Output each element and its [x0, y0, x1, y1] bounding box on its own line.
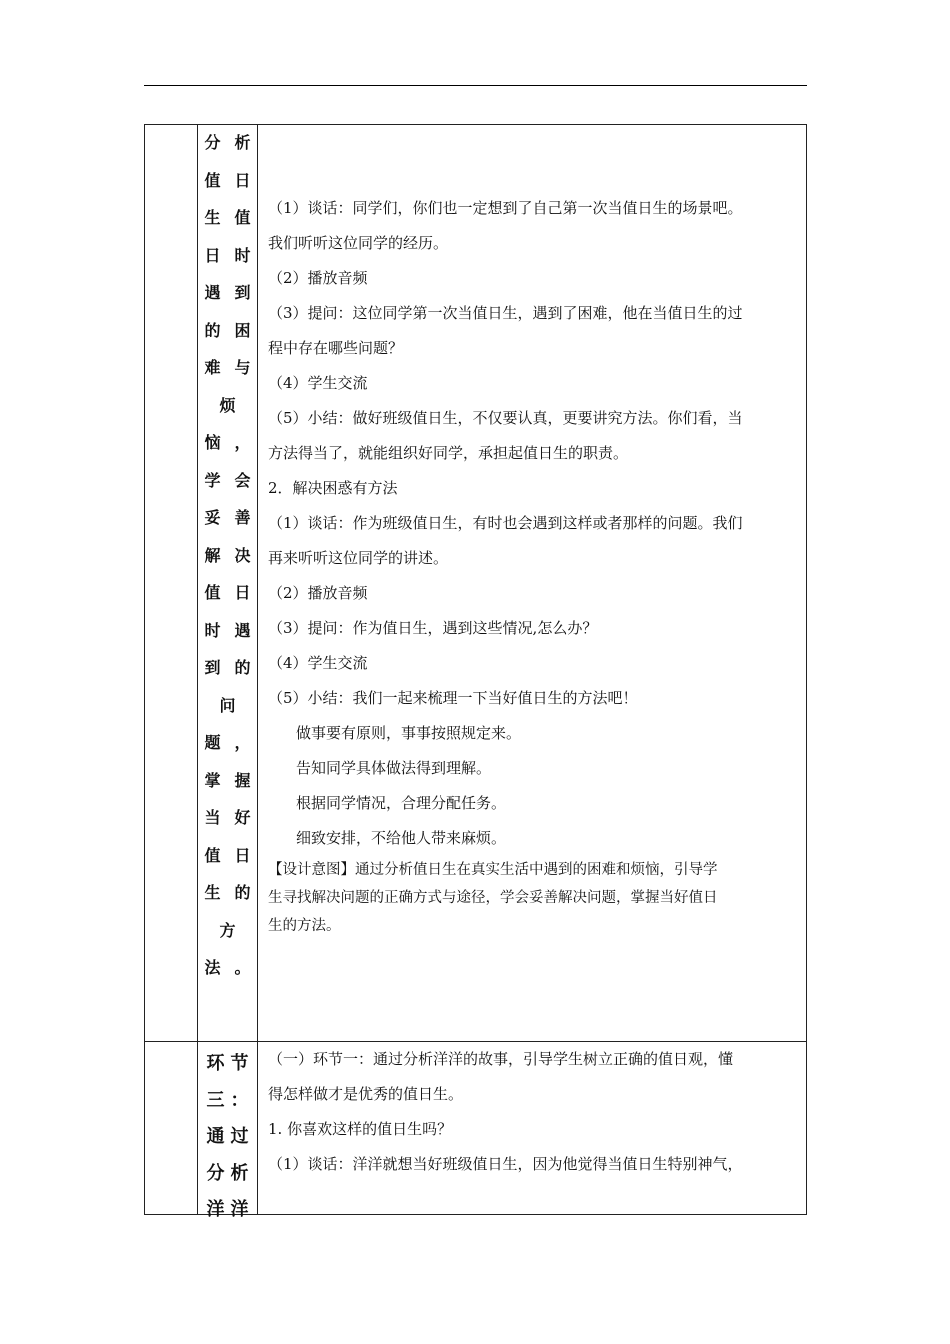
stage-label-line: [198, 654, 257, 692]
stage-glyph: 遇: [204, 283, 221, 302]
stage-label-line: [198, 804, 257, 842]
design-line: 生寻找解决问题的正确方式与途径，学会妥善解决问题，掌握当好值日: [268, 890, 718, 906]
stage-glyph: 与: [234, 358, 251, 377]
stage-glyph: 值: [204, 583, 221, 602]
stage-glyph: 生: [204, 208, 221, 227]
content-line: （4）学生交流: [268, 374, 368, 392]
stage-label-line: [198, 392, 257, 430]
stage-glyph: ，: [234, 733, 251, 752]
method-item: 根据同学情况，合理分配任务。: [296, 794, 507, 812]
stage-label-line: [198, 242, 257, 280]
stage-cell: [198, 1042, 258, 1220]
stage-glyph: 的: [234, 658, 251, 677]
stage-label-line: [198, 504, 257, 542]
stage-glyph: 到: [234, 283, 251, 302]
table-row: [145, 125, 806, 1041]
stage-glyph: 好: [234, 808, 251, 827]
stage-label-line: [198, 129, 257, 167]
stage-label-line: [198, 954, 257, 992]
header-rule: [144, 85, 807, 86]
stage-label-text: 问: [219, 695, 236, 715]
stage-glyph: 。: [234, 958, 251, 977]
stage-label-line: [198, 1119, 257, 1156]
stage-glyph: ：: [230, 1089, 249, 1111]
design-line: 生的方法。: [268, 918, 341, 934]
stage-label-line: [198, 1046, 257, 1083]
stage-glyph: 的: [234, 883, 251, 902]
method-item: 细致安排，不给他人带来麻烦。: [296, 829, 507, 847]
stage-label-line: [198, 317, 257, 355]
content-line: （4）学生交流: [268, 654, 368, 672]
stage-glyph: 环: [206, 1053, 225, 1074]
stage-label-line: [198, 279, 257, 317]
design-intent: [268, 856, 796, 884]
lesson-table: [144, 124, 807, 1220]
stage-label-line: [198, 167, 257, 205]
stage-label-line: [198, 354, 257, 392]
stage-glyph: 日: [234, 583, 251, 602]
stage-glyph: 的: [204, 320, 221, 340]
content-line: 程中存在哪些问题？: [268, 339, 404, 357]
content-line: （3）提问：这位同学第一次当值日生，遇到了困难，他在当值日生的过: [268, 304, 743, 322]
stage-label-line: [198, 842, 257, 880]
empty-cell: [145, 1042, 198, 1214]
method-item: 做事要有原则，事事按照规定来。: [296, 724, 522, 742]
stage-glyph: 掌: [204, 770, 221, 790]
stage-glyph: 过: [230, 1126, 249, 1147]
stage-glyph: 日: [234, 170, 251, 190]
stage-cell: [198, 125, 258, 1041]
stage-glyph: 学: [204, 470, 221, 490]
stage-glyph: 值: [204, 845, 221, 865]
stage-glyph: 法: [204, 958, 221, 977]
stage-label-line: [198, 917, 257, 955]
stage-label-line: [198, 1083, 257, 1120]
stage-glyph: 值: [234, 208, 251, 227]
content-line: （5）小结：做好班级值日生，不仅要认真，更要讲究方法。你们看，当: [268, 409, 743, 427]
stage-glyph: 难: [204, 358, 221, 377]
content-line: （5）小结：我们一起来梳理一下当好值日生的方法吧！: [268, 689, 638, 707]
stage-glyph: 时: [234, 245, 251, 265]
stage-glyph: 妥: [204, 508, 221, 527]
content-line: 再来听听这位同学的讲述。: [268, 549, 449, 567]
stage-glyph: 解: [204, 545, 221, 565]
stage-label-line: [198, 617, 257, 655]
design-text: 通过分析值日生在真实生活中遇到的困难和烦恼，引导学: [355, 862, 718, 878]
stage-glyph: 洋: [230, 1199, 249, 1220]
content-line: （1）谈话：同学们，你们也一定想到了自己第一次当值日生的场景吧。: [268, 199, 743, 217]
stage-label-line: [198, 879, 257, 917]
content-line: （2）播放音频: [268, 269, 368, 287]
content-line: 得怎样做才是优秀的值日生。: [268, 1085, 464, 1103]
stage-glyph: 节: [230, 1053, 249, 1074]
stage-label-line: [198, 204, 257, 242]
stage-label-line: [198, 729, 257, 767]
stage-label-line: [198, 767, 257, 805]
stage-glyph: 到: [204, 658, 221, 677]
stage-label-line: [198, 429, 257, 467]
stage-glyph: 析: [234, 133, 251, 152]
content-line: 2．解决困惑有方法: [268, 479, 398, 497]
stage-glyph: 分: [206, 1162, 225, 1184]
method-item: 告知同学具体做法得到理解。: [296, 759, 492, 777]
content-line: （1）谈话：洋洋就想当好班级值日生，因为他觉得当值日生特别神气，: [268, 1155, 743, 1173]
stage-label-line: [198, 579, 257, 617]
stage-glyph: 困: [234, 320, 251, 340]
stage-glyph: 通: [206, 1126, 225, 1147]
stage-label-line: [198, 1192, 257, 1229]
content-line: 方法得当了，就能组织好同学，承担起值日生的职责。: [268, 444, 629, 462]
stage-glyph: 洋: [206, 1199, 225, 1220]
stage-glyph: ，: [234, 433, 251, 452]
stage-label-line: [198, 542, 257, 580]
stage-glyph: 恼: [204, 433, 221, 452]
stage-glyph: 时: [204, 620, 221, 640]
stage-glyph: 善: [234, 508, 251, 527]
design-label: 【设计意图】: [268, 862, 355, 878]
stage-glyph: 遇: [234, 620, 251, 640]
stage-glyph: 当: [204, 808, 221, 827]
stage-label-line: [198, 467, 257, 505]
stage-glyph: 三: [206, 1089, 225, 1111]
stage-glyph: 决: [234, 545, 251, 565]
stage-glyph: 分: [204, 133, 221, 152]
stage-glyph: 日: [204, 245, 221, 265]
stage-glyph: 题: [204, 733, 221, 752]
table-row: [145, 1041, 806, 1220]
content-cell: [258, 1042, 806, 1214]
stage-label-text: 方: [219, 920, 236, 940]
stage-glyph: 日: [234, 845, 251, 865]
stage-glyph: 生: [204, 883, 221, 902]
stage-glyph: 值: [204, 170, 221, 190]
content-cell: [258, 125, 806, 1041]
content-line: （1）谈话：作为班级值日生，有时也会遇到这样或者那样的问题。我们: [268, 514, 743, 532]
stage-label-line: [198, 1156, 257, 1193]
stage-label-text: 烦: [219, 395, 236, 415]
content-line: （一）环节一：通过分析洋洋的故事，引导学生树立正确的值日观，懂: [268, 1050, 734, 1068]
empty-cell: [145, 125, 198, 1041]
stage-glyph: 握: [234, 770, 251, 790]
content-line: 1. 你喜欢这样的值日生吗？: [268, 1120, 453, 1138]
stage-glyph: 析: [230, 1162, 249, 1184]
content-line: （2）播放音频: [268, 584, 368, 602]
content-line: （3）提问：作为值日生，遇到这些情况,怎么办？: [268, 619, 598, 637]
content-line: 我们听听这位同学的经历。: [268, 234, 449, 252]
stage-label-line: [198, 692, 257, 730]
stage-glyph: 会: [234, 470, 251, 490]
